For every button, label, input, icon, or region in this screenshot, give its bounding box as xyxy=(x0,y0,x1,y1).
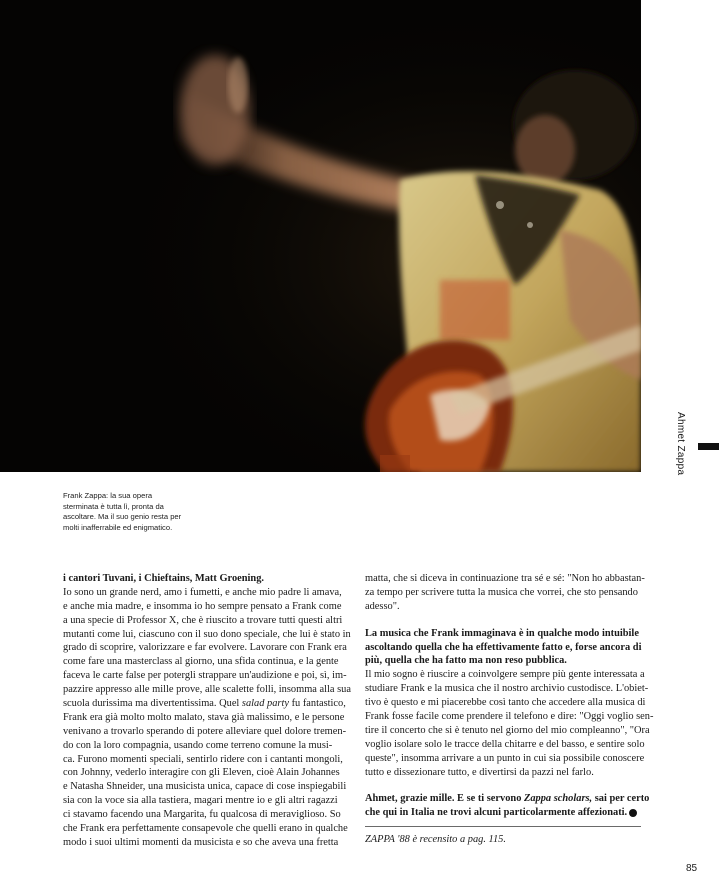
article-line: e anche mia madre, e insomma io ho sempre pensato a Frank come xyxy=(63,600,342,612)
footnote-divider xyxy=(365,826,641,827)
caption-line: ascoltare. Ma il suo genio resta per xyxy=(63,512,182,522)
question-line: La musica che Frank immaginava è in qualche modo intuibile xyxy=(365,627,639,639)
article-line xyxy=(63,697,359,711)
article-line: do con la loro compagnia, usando come terreno comune la musi- xyxy=(63,739,333,751)
question-line: più, quella che ha fatto ma non reso pubblica. xyxy=(365,655,567,667)
paragraph-gap xyxy=(365,614,641,627)
article-line: che Frank era perfettamente consapevole che quelli erano in qualche xyxy=(63,823,348,835)
article-line: e Natasha Shneider, una musicista unica, capace di cose inspiegabili xyxy=(63,781,347,793)
concert-photo-guitarist-image xyxy=(0,0,641,472)
article-line: modo i suoi ultimi momenti da musicista e so che aveva una fretta xyxy=(63,836,339,848)
article-line: za tempo per scrivere tutta la musica che vorrei, che sto pensando xyxy=(365,586,638,598)
article-line: matta, che si diceva in continuazione tra sé e sé: "Non ho abbastan- xyxy=(365,573,645,584)
side-running-title: Ahmet Zappa xyxy=(675,412,686,476)
article-text: scuola durissima ma divertentissima. Quel xyxy=(63,698,242,710)
article-line: tutto e dissezionare tutto, e divertirsi da pazzi nel farlo. xyxy=(365,766,594,778)
article-line: voglio isolare solo le tracce della chitarre e del basso, e sentire solo xyxy=(365,738,645,750)
article-text: fu fantastico, xyxy=(288,698,346,710)
footnote: ZAPPA '88 è recensito a pag. 115. xyxy=(365,834,506,846)
closing-text: sai per certo xyxy=(592,793,650,805)
closing-text: Ahmet, grazie mille. E se ti servono xyxy=(365,793,524,805)
concert-photo xyxy=(0,0,641,472)
end-of-article-icon xyxy=(629,809,637,817)
caption-line: sterminata è tutta lì, pronta da xyxy=(63,501,164,511)
article-line: Frank era già molto molto malato, stava già malissimo, e le persone xyxy=(63,711,345,723)
article-line: come fare una masterclass al giorno, una sfida continua, e la gente xyxy=(63,656,339,668)
paragraph-gap xyxy=(365,779,641,792)
article-line: ci stavamo facendo una Margarita, fu qualcosa di meraviglioso. So xyxy=(63,809,341,821)
article-line: tire il concerto che si è tenuto nel giorno del mio compleanno", "Ora xyxy=(365,724,650,736)
article-line: i cantori Tuvani, i Chieftains, Matt Groening. xyxy=(63,573,264,584)
page-number: 85 xyxy=(686,863,698,874)
article-line: Io sono un grande nerd, amo i fumetti, e anche mio padre li amava, xyxy=(63,586,342,598)
article-column-right xyxy=(365,572,654,847)
article-column-left xyxy=(63,572,359,850)
article-line: Frank fosse facile come prendere il telefono e dire: "Oggi voglio sen- xyxy=(365,711,654,723)
article-line: sia con la voce sia alla tastiera, magari mentre io e gli altri ragazzi xyxy=(63,795,338,807)
article-line: ca. Furono momenti speciali, sentirlo ridere con i cantanti mongoli, xyxy=(63,753,343,765)
closing-text: che qui in Italia ne trovi alcuni particolarmente affezionati. xyxy=(365,807,628,819)
closing-line xyxy=(365,806,641,820)
article-italic-text: salad party xyxy=(241,698,289,710)
article-line: grado di scoprire, valorizzare e far evolvere. Lavorare con Frank era xyxy=(63,642,347,654)
article-line: mutanti come lui, ciascuno con il suo dono speciale, che lui è stato in xyxy=(63,628,351,640)
article-line: tivo è questo e mi piacerebbe così tanto che accedere alla musica di xyxy=(365,697,646,709)
closing-line xyxy=(365,792,650,806)
article-line: pazzire appresso alle mille prove, alle scalette folli, insomma alla sua xyxy=(63,684,351,696)
caption-line: Frank Zappa: la sua opera xyxy=(63,491,153,500)
article-line: faceva le carte false per potergli strappare un'audizione e poi, sì, im- xyxy=(63,670,347,682)
question-line: ascoltando quella che ha effettivamente fatto e, forse ancora di xyxy=(365,641,642,653)
article-line: Il mio sogno è riuscire a coinvolgere sempre più gente interessata a xyxy=(365,669,645,681)
article-line: con Johnny, vederlo interagire con gli Eleven, cioè Alain Johannes xyxy=(63,767,340,779)
photo-caption xyxy=(63,491,203,533)
article-line: a una specie di Professor X, che è riuscito a trovare tutti questi altri xyxy=(63,614,343,626)
side-tab-bar xyxy=(698,443,719,450)
closing-italic-text: Zappa scholars, xyxy=(524,793,593,805)
article-line: venivano a trovarlo sperando di potere alleviare quel dolore tremen- xyxy=(63,725,347,737)
article-line: adesso". xyxy=(365,600,400,612)
article-line: studiare Frank e la musica che il nostro archivio custodisce. L'obiet- xyxy=(365,683,649,695)
caption-line: molti inafferrabile ed enigmatico. xyxy=(63,522,173,532)
article-line: queste", insomma arrivare a un punto in cui sia possibile conoscere xyxy=(365,752,645,764)
